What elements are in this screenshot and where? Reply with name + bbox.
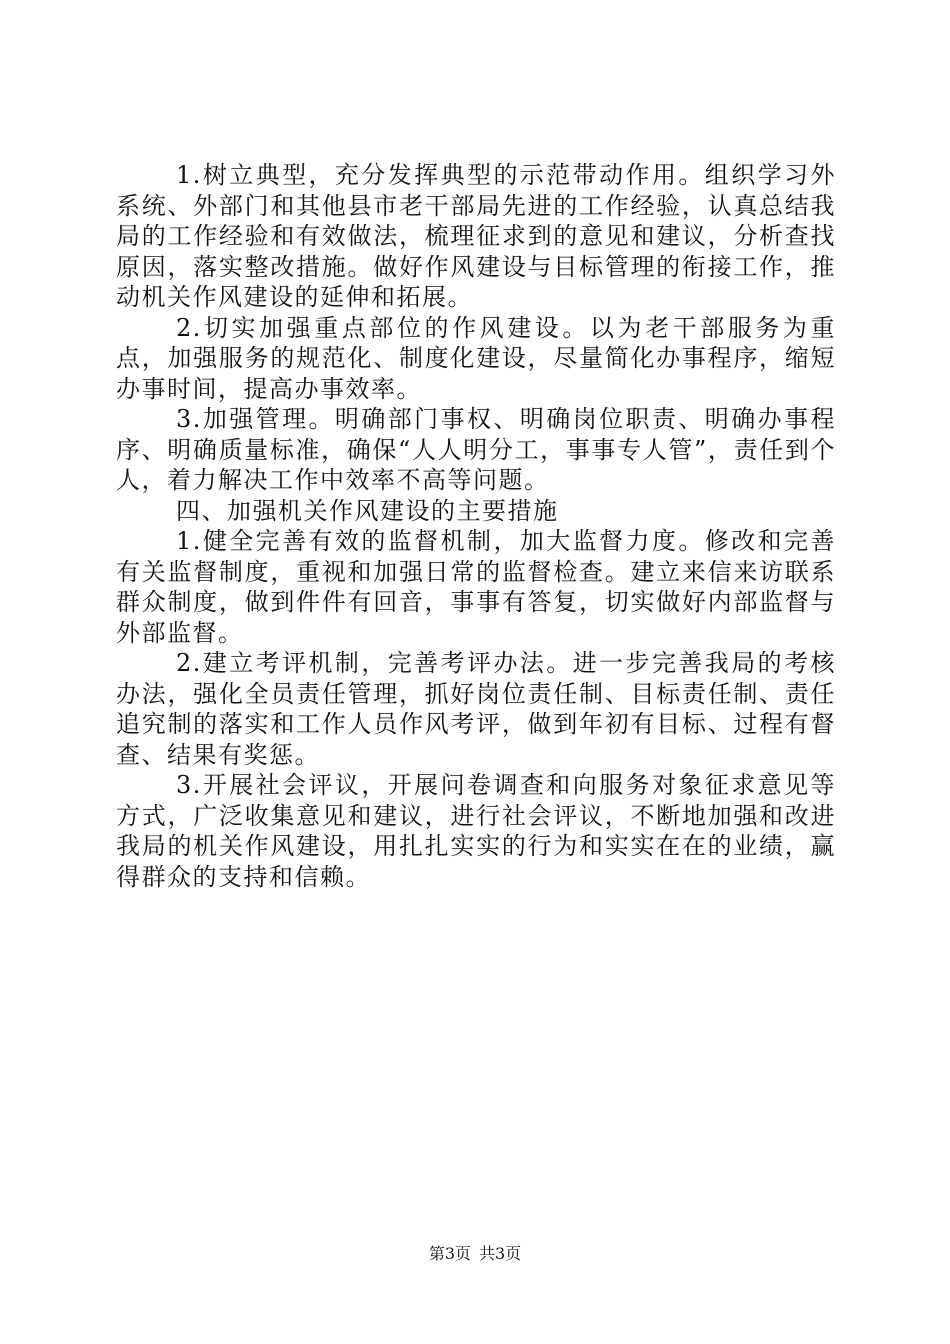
paragraph-item-3-management: 3.加强管理。明确部门事权、明确岗位职责、明确办事程序、明确质量标准，确保“人人明分工，事事专人管”，责任到个人，着力解决工作中效率不高等问题。 [116,405,836,494]
paragraph-measure-1-supervision: 1.健全完善有效的监督机制，加大监督力度。修改和完善有关监督制度，重视和加强日常的监督检查。建立来信来访联系群众制度，做到件件有回音，事事有答复，切实做好内部监督与外部监督。 [116,527,836,647]
page-number-total: 共3页 [479,1244,522,1263]
page-number-current: 第3页 [428,1244,471,1263]
document-body [116,160,836,892]
section-heading-main-measures: 四、加强机关作风建设的主要措施 [176,496,559,525]
paragraph-item-1-typical-example: 1.树立典型，充分发挥典型的示范带动作用。组织学习外系统、外部门和其他县市老干部局先进的工作经验，认真总结我局的工作经验和有效做法，梳理征求到的意见和建议，分析查找原因，落实整改措施。做好作风建设与目标管理的衔接工作，推动机关作风建设的延伸和拓展。 [116,161,836,311]
paragraph-item-2-key-areas: 2.切实加强重点部位的作风建设。以为老干部服务为重点，加强服务的规范化、制度化建设，尽量简化办事程序，缩短办事时间，提高办事效率。 [116,313,836,403]
page-footer [0,1244,950,1264]
paragraph-measure-3-social-review: 3.开展社会评议，开展问卷调查和向服务对象征求意见等方式，广泛收集意见和建议，进行社会评议，不断地加强和改进我局的机关作风建设，用扎扎实实的行为和实实在在的业绩，赢得群众的支持和信赖。 [116,771,836,891]
paragraph-measure-2-evaluation: 2.建立考评机制，完善考评办法。进一步完善我局的考核办法，强化全员责任管理，抓好岗位责任制、目标责任制、责任追究制的落实和工作人员作风考评，做到年初有目标、过程有督查、结果有奖惩。 [116,649,836,769]
